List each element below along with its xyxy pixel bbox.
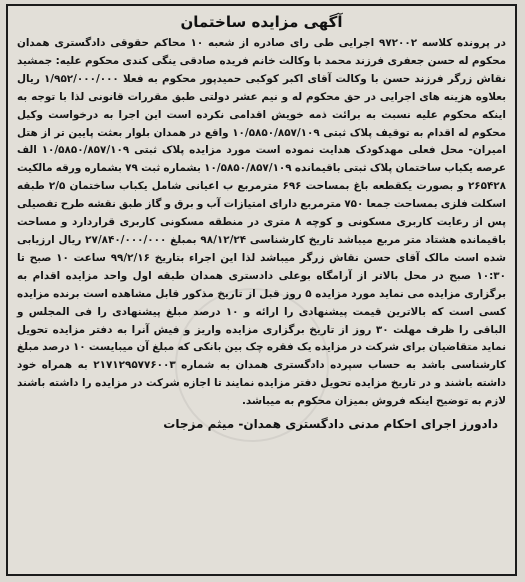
notice-title: آگهی مزایده ساختمان	[180, 13, 343, 31]
auction-notice-box	[6, 4, 517, 576]
notice-body-text: در پرونده کلاسه ۹۷۲۰۰۲ اجرایی طی رای صادره از شعبه ۱۰ محاکم حقوقی دادگستری همدان محکوم له حسن جعفری فرزند محمد با وکالت خانم فریده صادقی ینگی کندی محکوم علیه: جمشید نقاش زرگر فرزند حسن با وکالت آقای اکبر کوکبی حمیدپور محکوم به فعلا ۱/۹۵۲/۰۰۰/۰۰۰ ریال بعلاوه هزینه های اجرایی در حق محکوم له و نیم عشر دولتی طبق مقررات قانونی لذا با توجه به اینکه محکوم علیه نسبت به برائت ذمه خویش اقدامی نکرده است این اجرا به درخواست وکیل محکوم له اقدام به توقیف پلاک ثبتی ۱۰/۵۸۵۰/۸۵۷/۱۰۹ واقع در همدان بلوار بعثت پایین تر از هتل امیران- محل فعلی مهدکودک هدایت نموده است مورد مزایده پلاک ثبتی ۱۰/۵۸۵۰/۸۵۷/۱۰۹ الف عرصه یکباب ساختمان پلاک ثبتی باقیمانده ۱۰/۵۸۵۰/۸۵۷/۱۰۹ بشماره ثبت ۷۹ بشماره ورقه مالکیت ۲۶۵۴۲۸ و بصورت یکقطعه باغ بمساحت ۶۹۶ مترمربع ب اعیانی شامل یکباب ساختمان ۲/۵ طبقه اسکلت فلزی بمساحت جمعا ۷۵۰ مترمربع دارای امتیازات آب و برق و گاز طبق نقشه طرح تفصیلی پس از رعایت کاربری مسکونی و کوچه ۸ متری در منطقه مسکونی کاربری قراردارد و مساحت باقیمانده هشتاد متر مربع میباشد تاریخ کارشناسی ۹۸/۱۲/۲۴ بمبلغ ۲۷/۸۴۰/۰۰۰/۰۰۰ ریال ارزیابی شده است مالک آقای حسن نقاش زرگر میباشد لذا این اجراء بتاریخ ۹۹/۲/۱۶ ساعت ۱۰ صبح تا ۱۰:۳۰ صبح در محل بالاتر از آرامگاه بوعلی دادستری همدان طبقه اول واحد مزایده اقدام به برگزاری مزایده می نماید مورد مزایده ۵ روز قبل از تاریخ مذکور قابل مشاهده است برنده مزایده کسی است که بالاترین قیمت پیشنهادی را ارائه و ۱۰ درصد مبلغ پیشنهادی را فی المجلس و الباقی را ظرف مهلت ۳۰ روز از تاریخ برگزاری مزایده واریز و فیش آنرا به دفتر مزایده تحویل نماید متقاضیان برای شرکت در مزایده یک فقره چک بین بانکی که مبلغ آن میبایست ۱۰ درصد مبلغ کارشناسی باشد به حساب سپرده دادگستری همدان به شماره ۲۱۷۱۲۹۵۷۷۶۰۰۳ به همراه خود داشته باشند و در تاریخ مزایده تحویل دفتر مزایده نمایند تا اجازه شرکت در مزایده را داشته باشند لازم به توضیح اینکه فروش بمیزان محکوم به میباشد.	[17, 37, 507, 408]
notice-signature: دادورز اجرای احکام مدنی دادگستری همدان- میثم مزجات	[163, 417, 498, 432]
